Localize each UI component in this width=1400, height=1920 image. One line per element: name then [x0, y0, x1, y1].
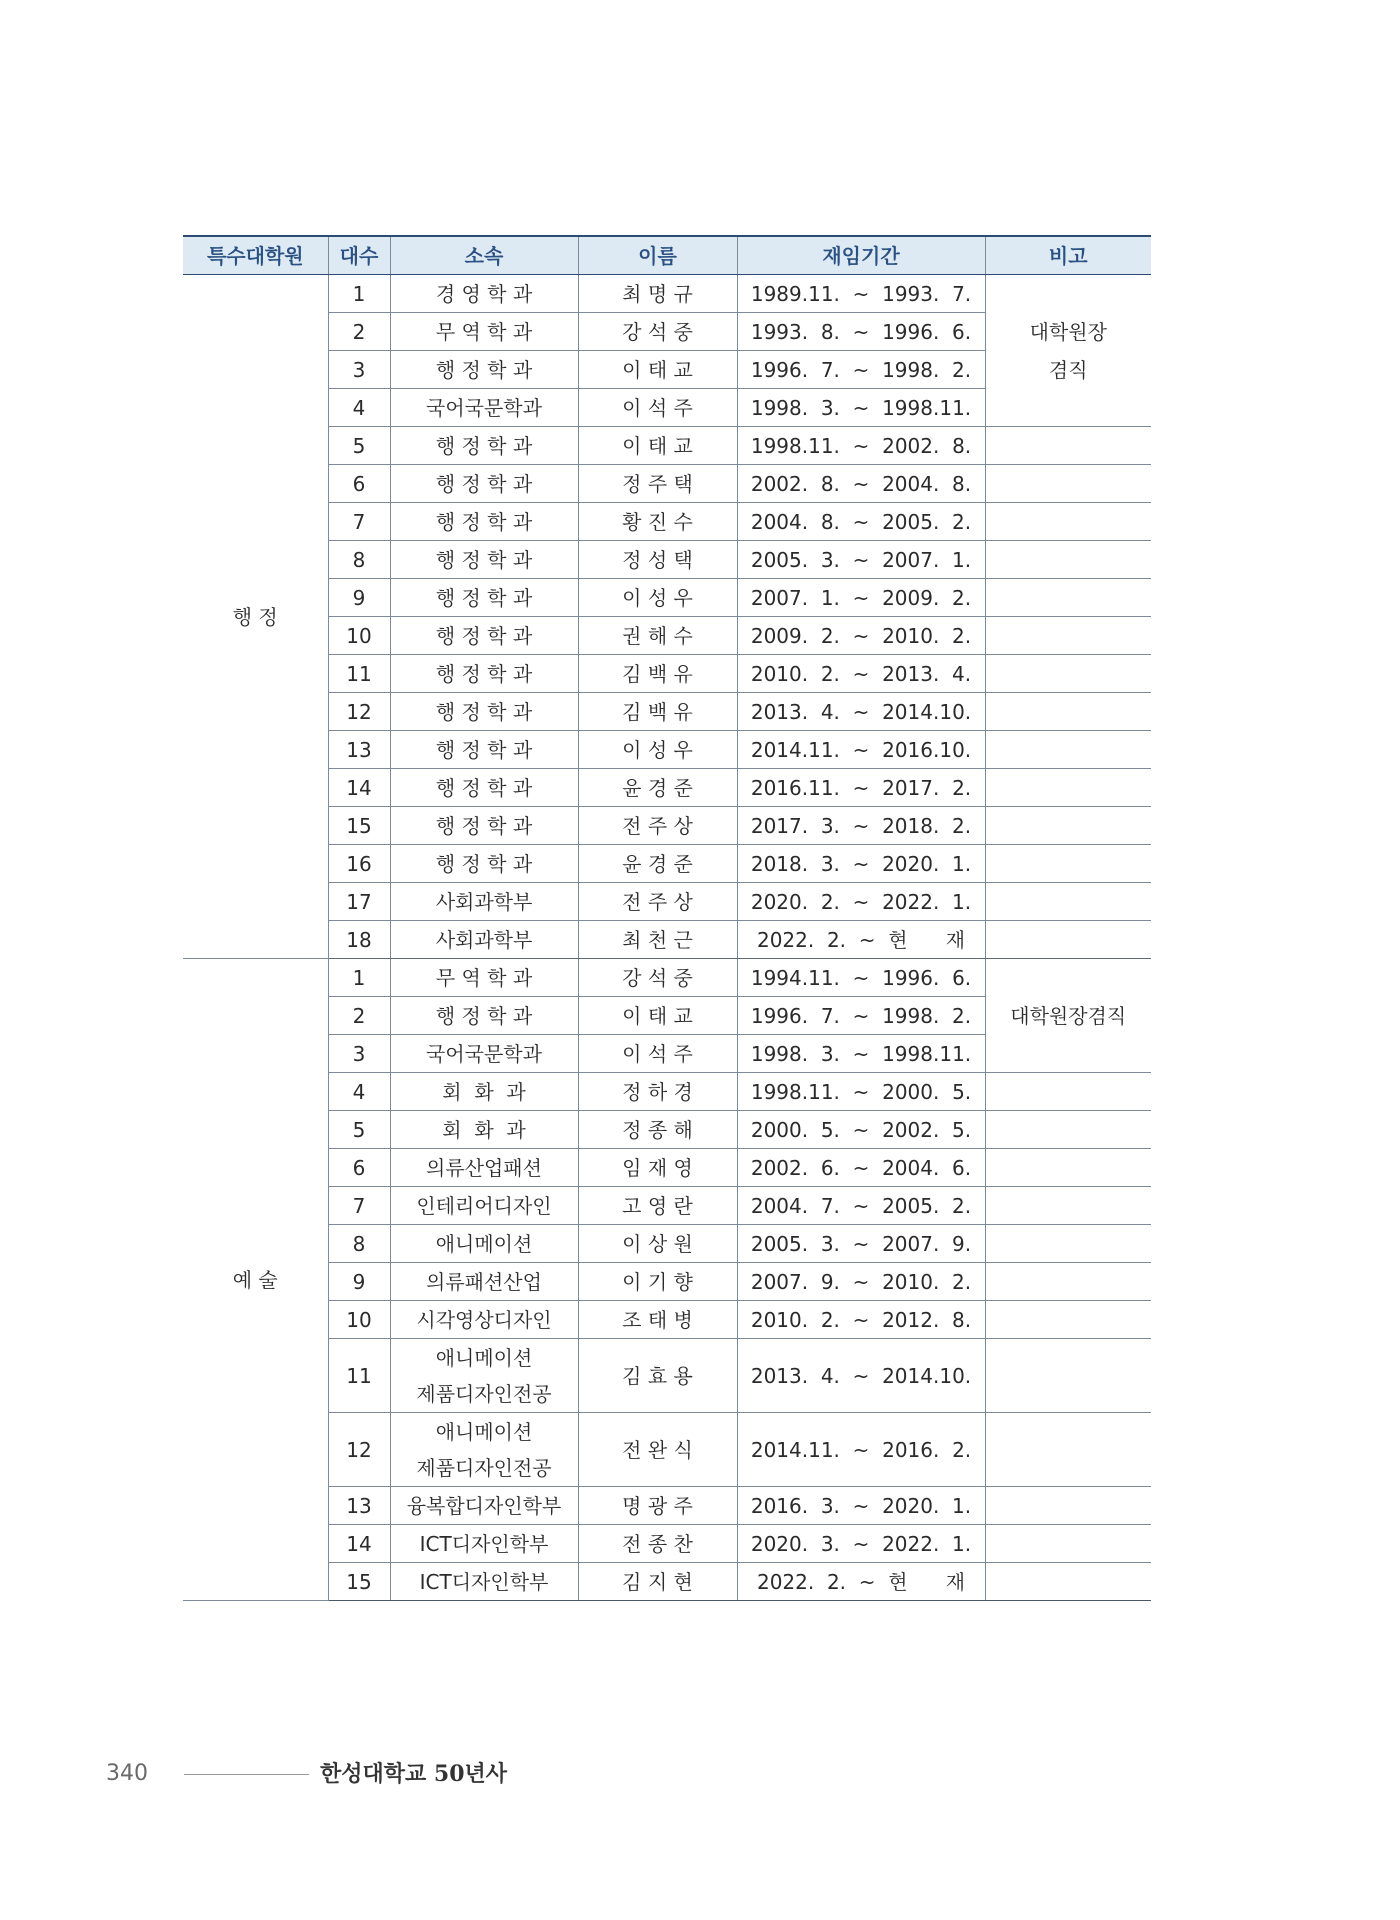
tenure-period-cell: 2000. 5. ~ 2002. 5. [737, 1111, 985, 1149]
tenure-period-cell: 2013. 4. ~ 2014.10. [737, 693, 985, 731]
department-line: 융복합디자인학부 [406, 1493, 562, 1518]
department-cell [390, 541, 578, 579]
remarks-cell-empty [985, 1487, 1151, 1525]
remarks-cell-empty [985, 503, 1151, 541]
department-cell [390, 1563, 578, 1601]
tenure-period-cell: 2002. 6. ~ 2004. 6. [737, 1149, 985, 1187]
remarks-cell-empty [985, 1413, 1151, 1487]
department-cell [390, 807, 578, 845]
name-cell: 최 명 규 [578, 275, 737, 313]
department-cell [390, 693, 578, 731]
name-cell: 황 진 수 [578, 503, 737, 541]
table-row [183, 1073, 1151, 1111]
name-cell: 윤 경 준 [578, 845, 737, 883]
name-cell: 이 상 원 [578, 1225, 737, 1263]
term-number-cell: 11 [328, 1339, 390, 1413]
department-line: 시각영상디자인 [416, 1307, 552, 1332]
table-row [183, 541, 1151, 579]
tenure-period-cell: 1996. 7. ~ 1998. 2. [737, 351, 985, 389]
department-line: 무 역 학 과 [435, 965, 533, 990]
remarks-cell-empty [985, 1073, 1151, 1111]
remarks-cell-empty [985, 1525, 1151, 1563]
table-row [183, 731, 1151, 769]
name-cell: 김 지 현 [578, 1563, 737, 1601]
table-row [183, 275, 1151, 313]
table-row [183, 693, 1151, 731]
term-number-cell: 12 [328, 1413, 390, 1487]
department-cell [390, 731, 578, 769]
tenure-period-cell: 2020. 3. ~ 2022. 1. [737, 1525, 985, 1563]
table-row [183, 579, 1151, 617]
remarks-cell-empty [985, 1263, 1151, 1301]
term-number-cell: 2 [328, 997, 390, 1035]
term-number-cell: 8 [328, 1225, 390, 1263]
remarks-cell-empty [985, 769, 1151, 807]
table-row [183, 1525, 1151, 1563]
header-graduate-school: 특수대학원 [183, 236, 328, 275]
term-number-cell: 2 [328, 313, 390, 351]
department-cell [390, 503, 578, 541]
department-line: 행 정 학 과 [435, 585, 533, 610]
table-row [183, 1187, 1151, 1225]
term-number-cell: 9 [328, 579, 390, 617]
remarks-cell-empty [985, 807, 1151, 845]
term-number-cell: 14 [328, 1525, 390, 1563]
table-row [183, 1111, 1151, 1149]
tenure-period-cell: 2002. 8. ~ 2004. 8. [737, 465, 985, 503]
name-cell: 임 재 영 [578, 1149, 737, 1187]
table-row [183, 769, 1151, 807]
term-number-cell: 16 [328, 845, 390, 883]
department-line: 애니메이션 [435, 1345, 533, 1370]
table-row [183, 1487, 1151, 1525]
term-number-cell: 15 [328, 807, 390, 845]
tenure-period-cell: 2022. 2. ~ 현 재 [737, 1563, 985, 1601]
term-number-cell: 3 [328, 351, 390, 389]
remarks-line: 겸직 [1048, 357, 1088, 382]
tenure-period-cell: 2010. 2. ~ 2013. 4. [737, 655, 985, 693]
department-cell [390, 997, 578, 1035]
department-line: 인테리어디자인 [416, 1193, 552, 1218]
term-number-cell: 14 [328, 769, 390, 807]
name-cell: 권 해 수 [578, 617, 737, 655]
term-number-cell: 7 [328, 1187, 390, 1225]
department-line: 회 화 과 [442, 1117, 526, 1142]
remarks-cell-empty [985, 1111, 1151, 1149]
term-number-cell: 6 [328, 465, 390, 503]
table-row [183, 1563, 1151, 1601]
remarks-cell [985, 275, 1151, 427]
tenure-period-cell: 2007. 9. ~ 2010. 2. [737, 1263, 985, 1301]
department-line: 행 정 학 과 [435, 433, 533, 458]
term-number-cell: 18 [328, 921, 390, 959]
term-number-cell: 12 [328, 693, 390, 731]
department-line: 사회과학부 [435, 889, 533, 914]
tenure-period-cell: 2005. 3. ~ 2007. 9. [737, 1225, 985, 1263]
table-row [183, 655, 1151, 693]
department-cell [390, 1035, 578, 1073]
department-line: 국어국문학과 [426, 395, 542, 420]
page-number: 340 [106, 1761, 148, 1786]
name-cell: 강 석 중 [578, 313, 737, 351]
department-cell [390, 1525, 578, 1563]
table-row [183, 1263, 1151, 1301]
tenure-period-cell: 1989.11. ~ 1993. 7. [737, 275, 985, 313]
tenure-period-cell: 2017. 3. ~ 2018. 2. [737, 807, 985, 845]
tenure-period-cell: 2004. 8. ~ 2005. 2. [737, 503, 985, 541]
remarks-cell-empty [985, 883, 1151, 921]
term-number-cell: 1 [328, 959, 390, 997]
department-line: 무 역 학 과 [435, 319, 533, 344]
remarks-cell-empty [985, 579, 1151, 617]
department-cell [390, 1263, 578, 1301]
header-remarks: 비고 [985, 236, 1151, 275]
term-number-cell: 3 [328, 1035, 390, 1073]
tenure-period-cell: 2016. 3. ~ 2020. 1. [737, 1487, 985, 1525]
remarks-line: 대학원장 [1029, 319, 1107, 344]
table-row [183, 1149, 1151, 1187]
remarks-cell-empty [985, 921, 1151, 959]
name-cell: 윤 경 준 [578, 769, 737, 807]
table-row [183, 845, 1151, 883]
header-name: 이름 [578, 236, 737, 275]
name-cell: 강 석 중 [578, 959, 737, 997]
department-line: 행 정 학 과 [435, 623, 533, 648]
department-line: 행 정 학 과 [435, 737, 533, 762]
department-line: 행 정 학 과 [435, 357, 533, 382]
name-cell: 정 종 해 [578, 1111, 737, 1149]
table-row [183, 465, 1151, 503]
department-cell [390, 389, 578, 427]
department-cell [390, 1225, 578, 1263]
department-line: 애니메이션 [435, 1419, 533, 1444]
name-cell: 고 영 란 [578, 1187, 737, 1225]
table-row [183, 1339, 1151, 1413]
tenure-period-cell: 2018. 3. ~ 2020. 1. [737, 845, 985, 883]
term-number-cell: 10 [328, 617, 390, 655]
tenure-period-cell: 2013. 4. ~ 2014.10. [737, 1339, 985, 1413]
table-header [183, 236, 1151, 275]
tenure-period-cell: 1998.11. ~ 2000. 5. [737, 1073, 985, 1111]
department-line: ICT디자인학부 [419, 1569, 549, 1594]
graduate-school-cell: 행 정 [183, 275, 328, 959]
name-cell: 전 주 상 [578, 807, 737, 845]
tenure-period-cell: 2009. 2. ~ 2010. 2. [737, 617, 985, 655]
department-line: 행 정 학 과 [435, 547, 533, 572]
remarks-cell [985, 959, 1151, 1073]
term-number-cell: 17 [328, 883, 390, 921]
term-number-cell: 9 [328, 1263, 390, 1301]
department-line: 제품디자인전공 [416, 1455, 552, 1480]
department-cell [390, 1111, 578, 1149]
term-number-cell: 15 [328, 1563, 390, 1601]
name-cell: 이 성 우 [578, 579, 737, 617]
department-line: ICT디자인학부 [419, 1531, 549, 1556]
remarks-cell-empty [985, 655, 1151, 693]
name-cell: 전 완 식 [578, 1413, 737, 1487]
department-line: 회 화 과 [442, 1079, 526, 1104]
name-cell: 정 주 택 [578, 465, 737, 503]
table-row [183, 807, 1151, 845]
name-cell: 명 광 주 [578, 1487, 737, 1525]
department-cell [390, 1339, 578, 1413]
term-number-cell: 10 [328, 1301, 390, 1339]
department-cell [390, 313, 578, 351]
header-tenure-period: 재임기간 [737, 236, 985, 275]
term-number-cell: 4 [328, 389, 390, 427]
remarks-cell-empty [985, 1563, 1151, 1601]
remarks-cell-empty [985, 1301, 1151, 1339]
term-number-cell: 7 [328, 503, 390, 541]
department-cell [390, 1149, 578, 1187]
tenure-period-cell: 1998. 3. ~ 1998.11. [737, 1035, 985, 1073]
term-number-cell: 11 [328, 655, 390, 693]
tenure-period-cell: 2007. 1. ~ 2009. 2. [737, 579, 985, 617]
term-number-cell: 5 [328, 427, 390, 465]
table-row [183, 883, 1151, 921]
term-number-cell: 1 [328, 275, 390, 313]
department-line: 행 정 학 과 [435, 699, 533, 724]
table-row [183, 959, 1151, 997]
name-cell: 김 백 유 [578, 693, 737, 731]
footer-divider [184, 1774, 309, 1775]
header-row [183, 236, 1151, 275]
name-cell: 이 태 교 [578, 427, 737, 465]
term-number-cell: 13 [328, 731, 390, 769]
department-cell [390, 617, 578, 655]
department-cell [390, 275, 578, 313]
name-cell: 정 성 택 [578, 541, 737, 579]
tenure-period-cell: 1998. 3. ~ 1998.11. [737, 389, 985, 427]
tenure-period-cell: 2020. 2. ~ 2022. 1. [737, 883, 985, 921]
remarks-cell-empty [985, 465, 1151, 503]
department-cell [390, 1413, 578, 1487]
department-cell [390, 769, 578, 807]
tenure-period-cell: 1996. 7. ~ 1998. 2. [737, 997, 985, 1035]
department-cell [390, 351, 578, 389]
remarks-cell-empty [985, 1187, 1151, 1225]
tenure-period-cell: 2005. 3. ~ 2007. 1. [737, 541, 985, 579]
department-line: 경 영 학 과 [435, 281, 533, 306]
name-cell: 김 효 용 [578, 1339, 737, 1413]
department-line: 행 정 학 과 [435, 661, 533, 686]
department-line: 제품디자인전공 [416, 1381, 552, 1406]
name-cell: 이 기 향 [578, 1263, 737, 1301]
name-cell: 김 백 유 [578, 655, 737, 693]
name-cell: 이 태 교 [578, 351, 737, 389]
name-cell: 최 천 근 [578, 921, 737, 959]
remarks-cell-empty [985, 1225, 1151, 1263]
tenure-period-cell: 1998.11. ~ 2002. 8. [737, 427, 985, 465]
department-cell [390, 579, 578, 617]
name-cell: 전 주 상 [578, 883, 737, 921]
department-cell [390, 1187, 578, 1225]
department-line: 행 정 학 과 [435, 851, 533, 876]
remarks-cell-empty [985, 541, 1151, 579]
term-number-cell: 5 [328, 1111, 390, 1149]
department-line: 애니메이션 [435, 1231, 533, 1256]
remarks-cell-empty [985, 693, 1151, 731]
tenure-period-cell: 2004. 7. ~ 2005. 2. [737, 1187, 985, 1225]
tenure-period-cell: 2022. 2. ~ 현 재 [737, 921, 985, 959]
term-number-cell: 13 [328, 1487, 390, 1525]
graduate-school-cell: 예 술 [183, 959, 328, 1601]
remarks-cell-empty [985, 731, 1151, 769]
term-number-cell: 4 [328, 1073, 390, 1111]
remarks-cell-empty [985, 617, 1151, 655]
tenure-period-cell: 1993. 8. ~ 1996. 6. [737, 313, 985, 351]
department-line: 의류패션산업 [426, 1269, 542, 1294]
table-row [183, 1413, 1151, 1487]
header-department: 소속 [390, 236, 578, 275]
remarks-line: 대학원장겸직 [1010, 1003, 1127, 1028]
department-line: 행 정 학 과 [435, 471, 533, 496]
name-cell: 이 태 교 [578, 997, 737, 1035]
dean-roster-table [183, 235, 1151, 1601]
book-title: 한성대학교 50년사 [320, 1761, 508, 1787]
department-line: 행 정 학 과 [435, 509, 533, 534]
department-line: 행 정 학 과 [435, 1003, 533, 1028]
table-row [183, 921, 1151, 959]
tenure-period-cell: 2014.11. ~ 2016. 2. [737, 1413, 985, 1487]
department-line: 행 정 학 과 [435, 813, 533, 838]
term-number-cell: 8 [328, 541, 390, 579]
department-cell [390, 921, 578, 959]
department-line: 사회과학부 [435, 927, 533, 952]
department-cell [390, 1301, 578, 1339]
department-line: 행 정 학 과 [435, 775, 533, 800]
remarks-cell-empty [985, 1339, 1151, 1413]
department-cell [390, 1487, 578, 1525]
name-cell: 전 종 찬 [578, 1525, 737, 1563]
table-row [183, 1301, 1151, 1339]
tenure-period-cell: 2016.11. ~ 2017. 2. [737, 769, 985, 807]
name-cell: 이 석 주 [578, 1035, 737, 1073]
department-cell [390, 845, 578, 883]
name-cell: 이 석 주 [578, 389, 737, 427]
table-row [183, 617, 1151, 655]
table-row [183, 503, 1151, 541]
department-line: 의류산업패션 [426, 1155, 542, 1180]
remarks-cell-empty [985, 427, 1151, 465]
department-cell [390, 427, 578, 465]
department-cell [390, 1073, 578, 1111]
department-cell [390, 655, 578, 693]
name-cell: 이 성 우 [578, 731, 737, 769]
name-cell: 조 태 병 [578, 1301, 737, 1339]
tenure-period-cell: 2014.11. ~ 2016.10. [737, 731, 985, 769]
tenure-period-cell: 2010. 2. ~ 2012. 8. [737, 1301, 985, 1339]
term-number-cell: 6 [328, 1149, 390, 1187]
name-cell: 정 하 경 [578, 1073, 737, 1111]
department-cell [390, 959, 578, 997]
department-cell [390, 883, 578, 921]
department-line: 국어국문학과 [426, 1041, 542, 1066]
department-cell [390, 465, 578, 503]
remarks-cell-empty [985, 1149, 1151, 1187]
tenure-period-cell: 1994.11. ~ 1996. 6. [737, 959, 985, 997]
table-row [183, 427, 1151, 465]
table-body [183, 275, 1151, 1601]
header-term-number: 대수 [328, 236, 390, 275]
remarks-cell-empty [985, 845, 1151, 883]
table-row [183, 1225, 1151, 1263]
